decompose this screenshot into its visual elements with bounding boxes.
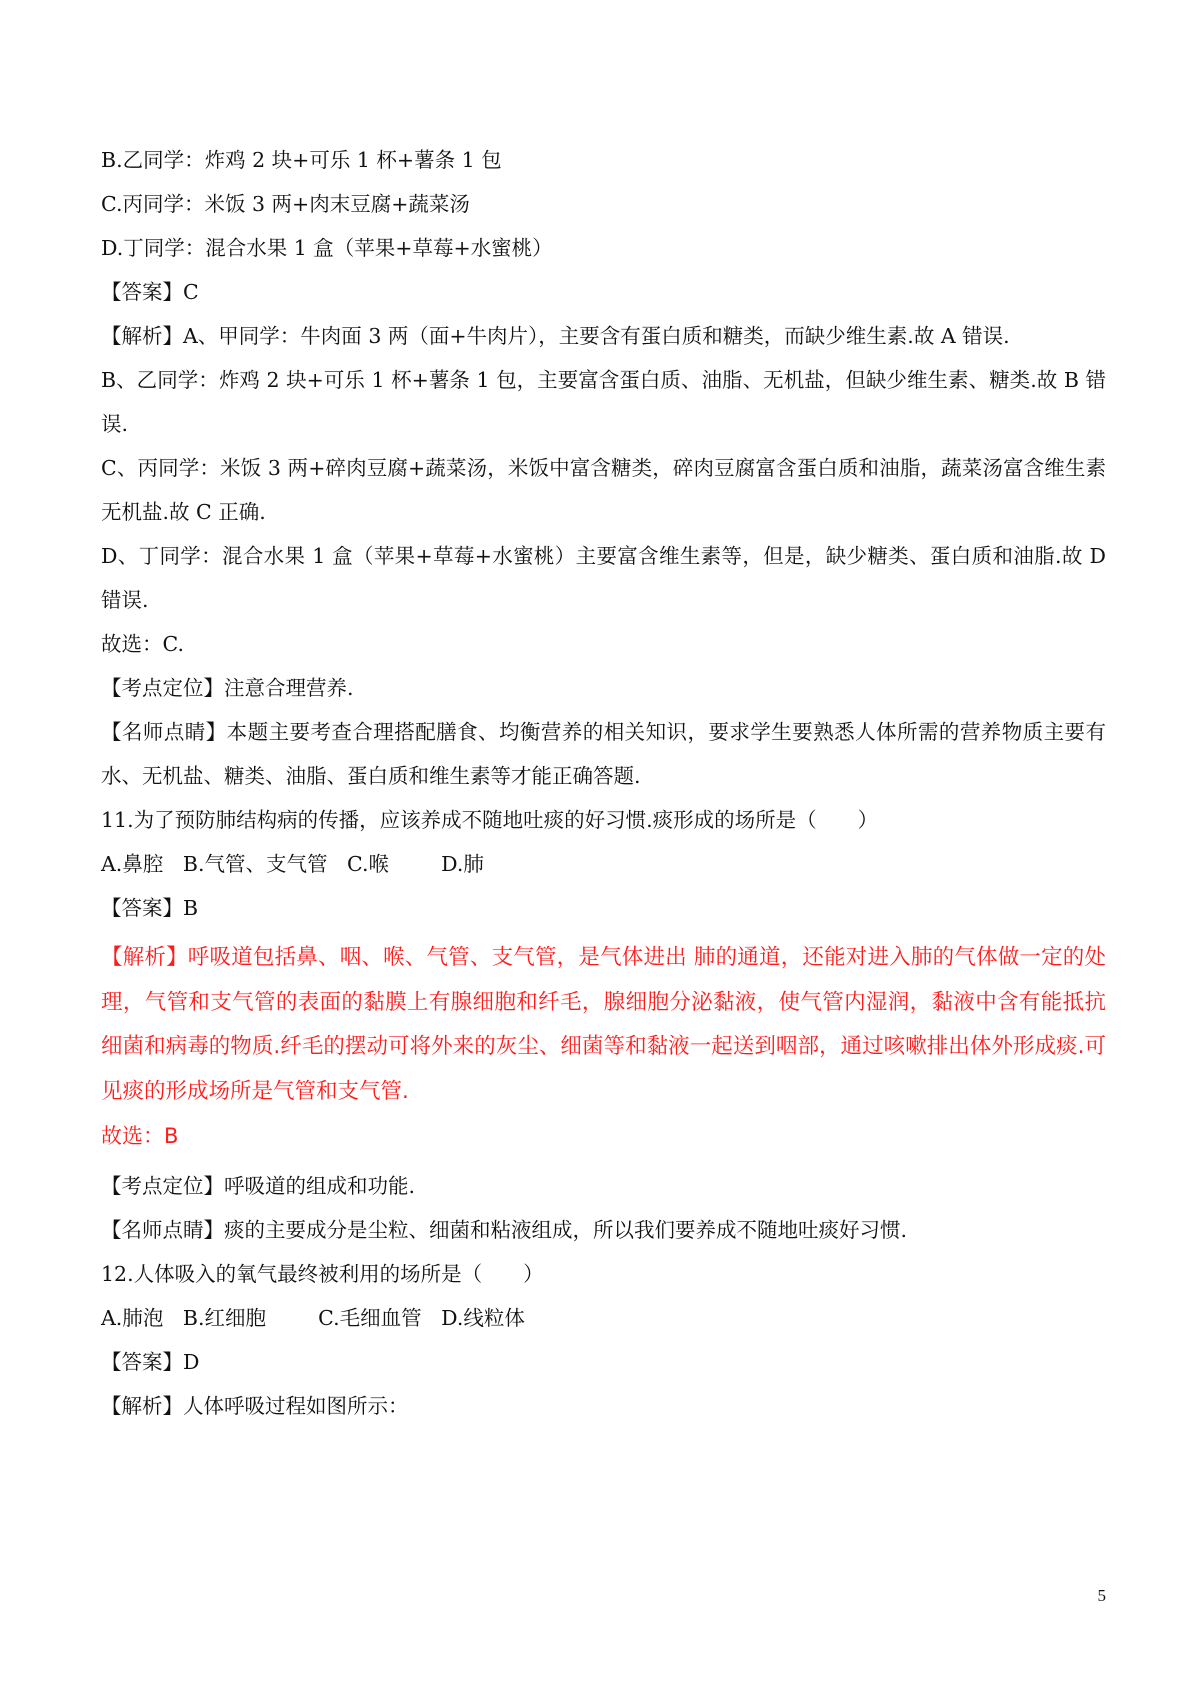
- q10-analysis-c: C、丙同学：米饭 3 两+碎肉豆腐+蔬菜汤，米饭中富含糖类，碎肉豆腐富含蛋白质和油脂，蔬菜汤富含维生素无机盐.故 C 正确.: [101, 456, 1106, 524]
- q10-analysis-b: B、乙同学：炸鸡 2 块+可乐 1 杯+薯条 1 包，主要富含蛋白质、油脂、无机盐，但缺少维生素、糖类.故 B 错误.: [101, 368, 1106, 436]
- q11-option-d: D.肺: [441, 852, 484, 876]
- q10-choice: 故选：C.: [101, 632, 184, 656]
- q10-analysis-a: 【解析】A、甲同学：牛肉面 3 两（面+牛肉片），主要含有蛋白质和糖类，而缺少维生素.故 A 错误.: [101, 324, 1010, 348]
- q10-kaodian: 【考点定位】注意合理营养.: [101, 676, 354, 700]
- q11-option-c: C.喉: [347, 852, 390, 876]
- q10-option-d: D.丁同学：混合水果 1 盒（苹果+草莓+水蜜桃）: [101, 236, 553, 260]
- q11-options: [101, 842, 1106, 886]
- q12-option-b: B.红细胞: [182, 1306, 266, 1330]
- q12-analysis: 【解析】人体呼吸过程如图所示：: [101, 1394, 409, 1418]
- q11-stem: 11.为了预防肺结构病的传播，应该养成不随地吐痰的好习惯.痰形成的场所是（ ）: [101, 808, 879, 832]
- q10-option-b: B.乙同学：炸鸡 2 块+可乐 1 杯+薯条 1 包: [101, 148, 502, 172]
- q12-option-d: D.线粒体: [441, 1306, 525, 1330]
- q11-answer: 【答案】B: [101, 896, 199, 920]
- q12-options: [101, 1296, 1106, 1340]
- q12-stem: 12.人体吸入的氧气最终被利用的场所是（ ）: [101, 1262, 544, 1286]
- q10-option-c: C.丙同学：米饭 3 两+肉末豆腐+蔬菜汤: [101, 192, 470, 216]
- q10-mingshi: 【名师点睛】本题主要考查合理搭配膳食、均衡营养的相关知识，要求学生要熟悉人体所需的营养物质主要有水、无机盐、糖类、油脂、蛋白质和维生素等才能正确答题.: [101, 720, 1106, 788]
- document-page: [101, 138, 1106, 1428]
- page-number: 5: [1097, 1586, 1106, 1605]
- q12-option-c: C.毛细血管: [318, 1306, 422, 1330]
- q11-option-b: B.气管、支气管: [182, 852, 328, 876]
- q10-answer: 【答案】C: [101, 280, 199, 304]
- q11-mingshi: 【名师点睛】痰的主要成分是尘粒、细菌和粘液组成，所以我们要养成不随地吐痰好习惯.: [101, 1218, 908, 1242]
- q11-option-a: A.鼻腔: [101, 852, 164, 876]
- q12-answer: 【答案】D: [101, 1350, 200, 1374]
- q11-choice: 故选：B: [101, 1124, 179, 1148]
- q11-kaodian: 【考点定位】呼吸道的组成和功能.: [101, 1174, 416, 1198]
- q11-analysis: 【解析】呼吸道包括鼻、咽、喉、气管、支气管，是气体进出 肺的通道，还能对进入肺的气体做一定的处理，气管和支气管的表面的黏膜上有腺细胞和纤毛，腺细胞分泌黏液，使气管内湿润，黏液中含有能抵抗细菌和病毒的物质.纤毛的摆动可将外来的灰尘、细菌等和黏液一起送到咽部，通过咳嗽排出体外形成痰.可见痰的形成场所是气管和支气管.: [101, 945, 1106, 1104]
- q12-option-a: A.肺泡: [101, 1306, 164, 1330]
- q10-analysis-d: D、丁同学：混合水果 1 盒（苹果+草莓+水蜜桃）主要富含维生素等，但是，缺少糖类、蛋白质和油脂.故 D 错误.: [101, 544, 1106, 612]
